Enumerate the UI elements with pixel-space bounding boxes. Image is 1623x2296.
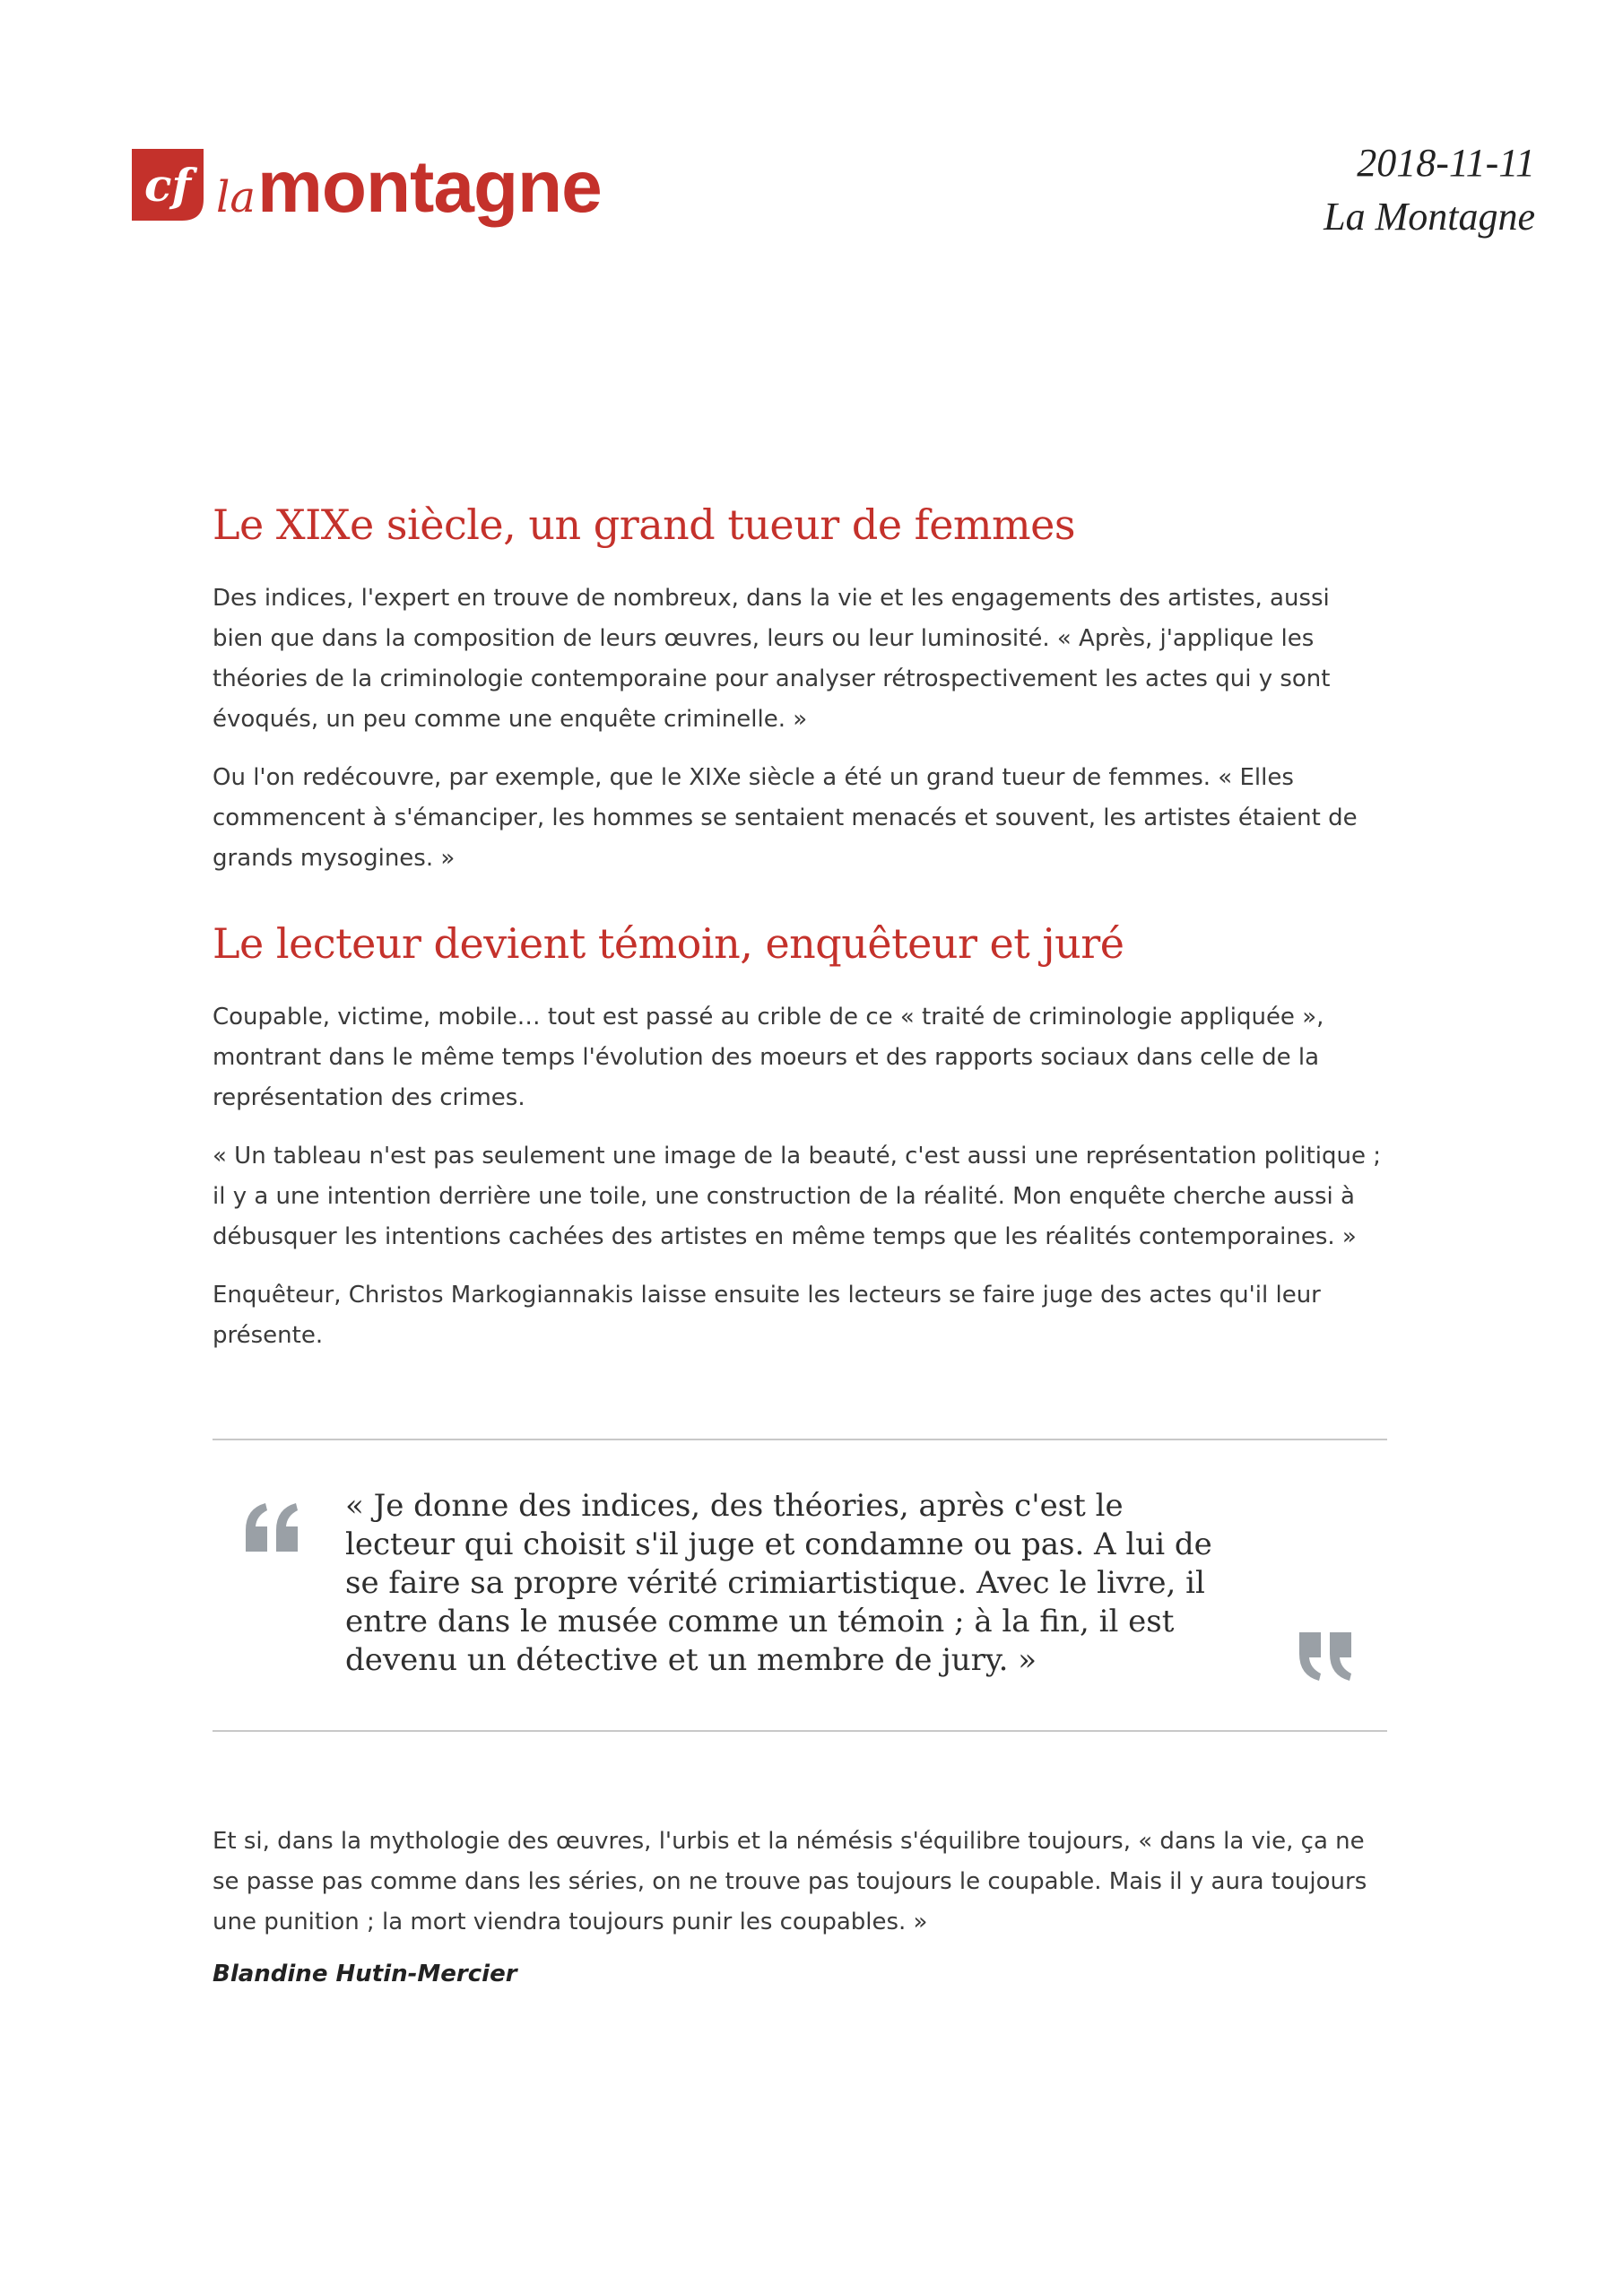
document-meta: [1324, 136, 1535, 244]
quote-open-icon: [244, 1503, 299, 1552]
paragraph-2: Ou l'on redécouvre, par exemple, que le XIXe siècle a été un grand tueur de femmes. « Elles commencent à s'émanciper, les hommes se sentaient menacés et souvent, les artistes étaient de grands mysogines. »: [213, 764, 1358, 872]
logo-prefix: la: [216, 172, 256, 222]
publication-date: 2018-11-11: [1357, 141, 1535, 185]
section-heading-1: Le XIXe siècle, un grand tueur de femmes: [213, 500, 1075, 549]
paragraph-1: Des indices, l'expert en trouve de nombreux, dans la vie et les engagements des artistes, aussi bien que dans la composition de leurs œuvres, leurs ou leur luminosité. « Après, j'applique les théories de la criminologie contemporaine pour analyser rétrospectivement les actes qui y sont évoqués, un peu comme une enquête criminelle. »: [213, 585, 1331, 733]
quote-divider-bottom: [213, 1730, 1387, 1732]
article-body: [213, 498, 1387, 1987]
logo-name: montagne: [256, 146, 602, 228]
logo-wordmark: [216, 147, 602, 248]
section-heading-2: Le lecteur devient témoin, enquêteur et juré: [213, 919, 1124, 968]
publication-source: La Montagne: [1324, 195, 1535, 239]
paragraph-3: Coupable, victime, mobile… tout est passé au crible de ce « traité de criminologie appliquée », montrant dans le même temps l'évolution des moeurs et des rapports sociaux dans celle de la représentation des crimes.: [213, 1004, 1324, 1111]
author-name: Blandine Hutin-Mercier: [213, 1961, 517, 1987]
pull-quote: [213, 1440, 1387, 1730]
quote-close-icon: [1298, 1632, 1353, 1681]
paragraph-5: Enquêteur, Christos Markogiannakis laisse ensuite les lecteurs se faire juge des actes qu'il leur présente.: [213, 1282, 1321, 1349]
logo-mark-text: cf: [144, 159, 191, 212]
paragraph-6: Et si, dans la mythologie des œuvres, l'urbis et la némésis s'équilibre toujours, « dans la vie, ça ne se passe pas comme dans les séries, on ne trouve pas toujours le coupable. Mais il y aura toujours une punition ; la mort viendra toujours punir les coupables. »: [213, 1828, 1367, 1935]
quote-text: « Je donne des indices, des théories, après c'est le lecteur qui choisit s'il juge et condamne ou pas. A lui de se faire sa propre vérité crimiartistique. Avec le livre, il entre dans le musée comme un témoin ; à la fin, il est devenu un détective et un membre de jury. »: [345, 1488, 1212, 1678]
paragraph-4: « Un tableau n'est pas seulement une image de la beauté, c'est aussi une représentation politique ; il y a une intention derrière une toile, une construction de la réalité. Mon enquête cherche aussi à débusquer les intentions cachées des artistes en même temps que les réalités contemporaines. »: [213, 1143, 1382, 1250]
cf-logo-icon: [132, 149, 204, 221]
